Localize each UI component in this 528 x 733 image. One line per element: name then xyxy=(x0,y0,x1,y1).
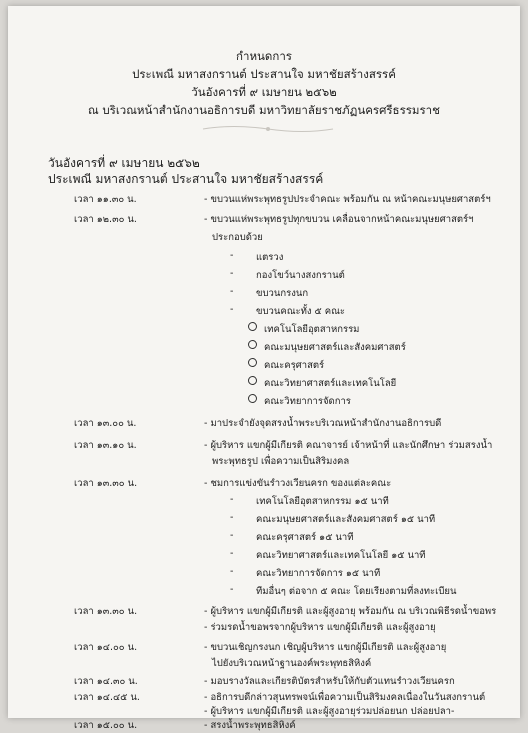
list-item: คณะมนุษยศาสตร์และสังคมศาสตร์ ๑๕ นาที xyxy=(256,514,436,525)
time-label: เวลา ๑๓.๐๐ น. xyxy=(74,418,137,429)
time-label: เวลา ๑๒.๓๐ น. xyxy=(74,214,137,225)
dash-bullet: - xyxy=(230,268,234,279)
dash-bullet: - xyxy=(230,250,234,261)
dash-bullet: - xyxy=(230,566,234,577)
circle-bullet-icon xyxy=(248,376,257,388)
time-label: เวลา ๑๔.๓๐ น. xyxy=(74,676,138,687)
time-label: เวลา ๑๔.๔๕ น. xyxy=(74,692,140,703)
dash-bullet: - xyxy=(230,548,234,559)
dash-bullet: - xyxy=(230,304,234,315)
schedule-item: - ขบวนแห่พระพุทธรูปทุกขบวน เคลื่อนจากหน้าคณะมนุษยศาสตร์ฯ xyxy=(204,214,474,225)
list-item: ขบวนกรงนก xyxy=(256,288,309,299)
schedule-item: - มอบรางวัลและเกียรติบัตรสำหรับให้กับตัวแทนรำวงเวียนครก xyxy=(204,676,455,687)
list-item: กองโขว์นางสงกรานต์ xyxy=(256,270,345,281)
schedule-item: - ผู้บริหาร แขกผู้มีเกียรติ และผู้สูงอายุร่วมปล่อยนก ปล่อยปลา- xyxy=(204,706,455,717)
list-item: คณะวิทยาการจัดการ ๑๕ นาที xyxy=(256,568,381,579)
list-item: ขบวนคณะทั้ง ๕ คณะ xyxy=(256,306,346,317)
date-heading: วันอังคารที่ ๙ เมษายน ๒๕๖๒ xyxy=(48,156,200,170)
faculty-item: คณะมนุษยศาสตร์และสังคมศาสตร์ xyxy=(264,342,406,353)
document-page xyxy=(8,6,520,731)
faculty-item: คณะครุศาสตร์ xyxy=(264,360,325,371)
dash-bullet: - xyxy=(230,584,234,595)
time-label: เวลา ๑๕.๐๐ น. xyxy=(74,720,138,731)
faculty-item: คณะวิทยาการจัดการ xyxy=(264,396,351,407)
dash-bullet: - xyxy=(230,512,234,523)
schedule-item: - ชมการแข่งขันรำวงเวียนครก ของแต่ละคณะ xyxy=(204,478,392,489)
faculty-item: เทคโนโลยีอุตสาหกรรม xyxy=(264,324,360,335)
list-item: แตรวง xyxy=(256,252,284,263)
header-title: กำหนดการ xyxy=(236,49,292,63)
time-label: เวลา ๑๓.๓๐ น. xyxy=(74,478,138,489)
list-item: คณะครุศาสตร์ ๑๕ นาที xyxy=(256,532,354,543)
schedule-item: - อธิการบดีกล่าวสุนทรพจน์เพื่อความเป็นสิริมงคลเนื่องในวันสงกรานต์ xyxy=(204,692,486,703)
time-label: เวลา ๑๓.๑๐ น. xyxy=(74,440,137,451)
schedule-item: - ขบวนเชิญกรงนก เชิญผู้บริหาร แขกผู้มีเกียรติ และผู้สูงอายุ xyxy=(204,642,447,653)
list-item: เทคโนโลยีอุตสาหกรรม ๑๕ นาที xyxy=(256,496,389,507)
event-heading: ประเพณี มหาสงกรานต์ ประสานใจ มหาชัยสร้างสรรค์ xyxy=(48,172,324,186)
time-label: เวลา ๑๔.๐๐ น. xyxy=(74,642,138,653)
schedule-item: - ขบวนแห่พระพุทธรูปประจำคณะ พร้อมกัน ณ หน้าคณะมนุษยศาสตร์ฯ xyxy=(204,194,491,205)
circle-bullet-icon xyxy=(248,340,257,352)
header-date: วันอังคารที่ ๙ เมษายน ๒๕๖๒ xyxy=(191,85,337,99)
schedule-item: - ผู้บริหาร แขกผู้มีเกียรติ คณาจารย์ เจ้าหน้าที่ และนักศึกษา ร่วมสรงน้ำ xyxy=(204,440,493,451)
faculty-item: คณะวิทยาศาสตร์และเทคโนโลยี xyxy=(264,378,397,389)
schedule-item-continued: พระพุทธรูป เพื่อความเป็นสิริมงคล xyxy=(212,456,350,467)
circle-bullet-icon xyxy=(248,358,257,370)
time-label: เวลา ๑๑.๓๐ น. xyxy=(74,194,137,205)
circle-bullet-icon xyxy=(248,394,257,406)
list-item: คณะวิทยาศาสตร์และเทคโนโลยี ๑๕ นาที xyxy=(256,550,426,561)
schedule-item-continued: ไปยังบริเวณหน้าฐานองค์พระพุทธสิหิงค์ xyxy=(212,658,372,669)
ornament-divider xyxy=(198,124,338,134)
header-location: ณ บริเวณหน้าสำนักงานอธิการบดี มหาวิทยาลัยราชภัฏนครศรีธรรมราช xyxy=(88,103,440,117)
list-item: ทีมอื่นๆ ต่อจาก ๕ คณะ โดยเรียงตามที่ลงทะเบียน xyxy=(256,586,457,597)
dash-bullet: - xyxy=(230,530,234,541)
schedule-item-continued: ประกอบด้วย xyxy=(212,232,263,243)
circle-bullet-icon xyxy=(248,322,257,334)
header-event: ประเพณี มหาสงกรานต์ ประสานใจ มหาชัยสร้างสรรค์ xyxy=(132,67,396,81)
time-label: เวลา ๑๓.๓๐ น. xyxy=(74,606,138,617)
schedule-item: - มาประจำยังจุดสรงน้ำพระบริเวณหน้าสำนักงานอธิการบดี xyxy=(204,418,442,429)
dash-bullet: - xyxy=(230,286,234,297)
schedule-item: - สรงน้ำพระพุทธสิหิงค์ xyxy=(204,720,296,731)
dash-bullet: - xyxy=(230,494,234,505)
schedule-item: - ร่วมรดน้ำขอพรจากผู้บริหาร แขกผู้มีเกียรติ และผู้สูงอายุ xyxy=(204,622,436,633)
schedule-item: - ผู้บริหาร แขกผู้มีเกียรติ และผู้สูงอายุ พร้อมกัน ณ บริเวณพิธีรดน้ำขอพร xyxy=(204,606,497,617)
